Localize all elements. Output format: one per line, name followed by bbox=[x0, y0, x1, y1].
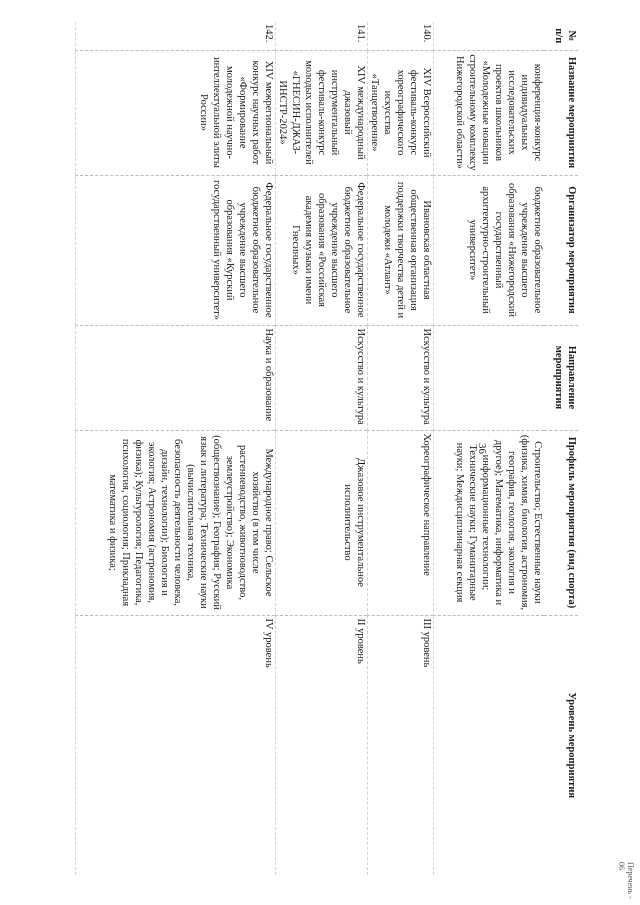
row-name: конференция-конкурс индивидуальных исследовательских проектов школьников «Молодежные новации строительному комплексу Нижегородской области» bbox=[434, 50, 544, 175]
header-name: Название мероприятия bbox=[544, 50, 578, 175]
row-profile: Международное право; Сельское хозяйство (в том числе растениеводство, животноводство, землеустройство); Экономика (обществознание); География; Русский язык и литература; Технические науки (вычислительная техника, безопасность деятельности человека, дизайн, технологии); Биология и экология; Астрономия (астрономия, физика); Культурология; Педагогика, психология, социология; Прикладная математика и физика; bbox=[76, 430, 276, 615]
row-num: 142. bbox=[76, 22, 276, 50]
row-profile: Строительство; Естественные науки (физика, химия, биология, астрономия, география, геология, экология и другое); Математика, информатика и информационные технологии; Технические науки; Гуманитарные науки; Междисциплинарная секция bbox=[434, 430, 544, 615]
row-profile: Джазовое инструментальное исполнительство bbox=[276, 430, 368, 615]
events-table bbox=[76, 22, 579, 875]
header-level: Уровень мероприятия bbox=[566, 692, 577, 799]
row-num: 141. bbox=[276, 22, 368, 50]
row-level: II уровень bbox=[276, 615, 368, 875]
row-name: XIV Всероссийский фестиваль-конкурс хореографического искусства «Танцетворение» bbox=[368, 50, 434, 175]
row-organizer: Федеральное государственное бюджетное образовательное учреждение высшего образования «Курский государственный университет» bbox=[76, 175, 276, 325]
row-level bbox=[434, 615, 544, 875]
page-number: 36 bbox=[476, 443, 488, 454]
table-row bbox=[276, 22, 368, 875]
header-direction: Направление мероприятия bbox=[544, 325, 578, 430]
row-direction: Искусство и культура bbox=[368, 325, 434, 430]
header-num: № п/п bbox=[544, 22, 578, 50]
row-organizer: бюджетное образовательное учреждение высшего образования «Нижегородский государственный архитектурно-строительный университет» bbox=[434, 175, 544, 325]
row-direction: Наука и образование bbox=[76, 325, 276, 430]
header-profile: Профиль мероприятия (вид спорта) bbox=[544, 430, 578, 615]
table-row bbox=[434, 22, 544, 875]
table-row bbox=[76, 22, 276, 875]
row-profile: Хореографическое направление bbox=[368, 430, 434, 615]
row-level: III уровень bbox=[368, 615, 434, 875]
row-level: IV уровень bbox=[76, 615, 276, 875]
row-name: XIV межрегиональный конкурс научных работ «Формирование молодежной научно-интеллектуальной элиты России» bbox=[76, 50, 276, 175]
row-name: XIV международный джазовый инструментальный фестиваль-конкурс молодых исполнителей «ГНЕСИН-ДЖАЗ-ИНСТР-2024» bbox=[276, 50, 368, 175]
footer-note: Перечень - 06 bbox=[617, 862, 635, 899]
header-organizer: Организатор мероприятия bbox=[544, 175, 578, 325]
row-organizer: Ивановская областная общественная организация поддержки творчества детей и молодежи «Атлант» bbox=[368, 175, 434, 325]
row-num: 140. bbox=[368, 22, 434, 50]
row-num bbox=[434, 22, 544, 50]
table-row bbox=[368, 22, 434, 875]
row-direction: Искусство и культура bbox=[276, 325, 368, 430]
row-organizer: Федеральное государственное бюджетное образовательное учреждение высшего образования «Российская академия музыки имени Гнесиных» bbox=[276, 175, 368, 325]
table-header-row bbox=[544, 22, 578, 875]
row-direction bbox=[434, 325, 544, 430]
